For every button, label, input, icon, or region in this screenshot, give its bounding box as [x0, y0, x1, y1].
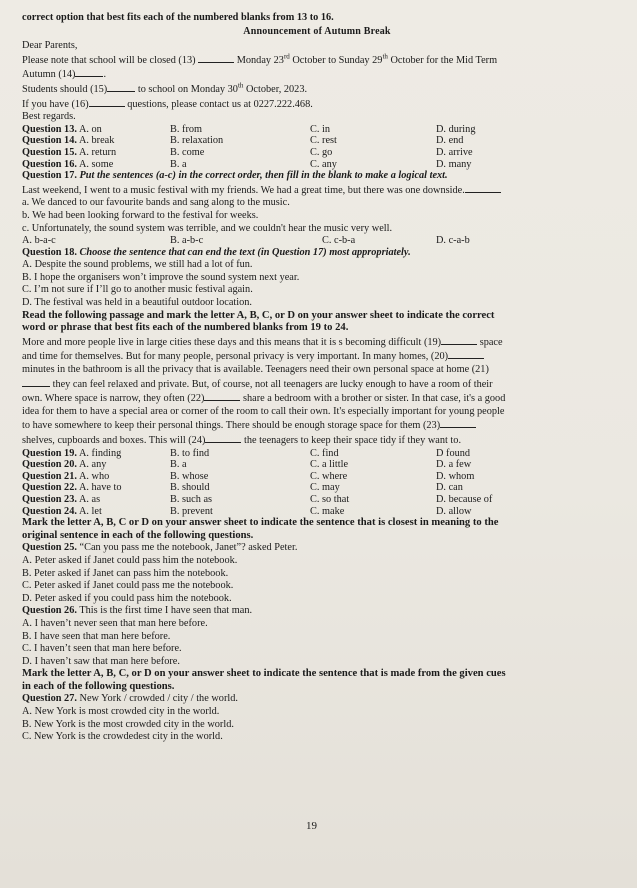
- greeting: Dear Parents,: [22, 40, 78, 52]
- options-13-16: [22, 124, 612, 170]
- notice-line-4: If you have (16) questions, please contact us at 0227.222.468.: [22, 98, 313, 110]
- q18-option-a: A. Despite the sound problems, we still had a lot of fun.: [22, 259, 253, 271]
- closest-meaning-instruction-2: original sentence in each of the following questions.: [22, 529, 254, 541]
- passage-line-2: and time for themselves. But for many people, personal privacy is very important. In many homes, (20): [22, 349, 612, 364]
- passage-line-5: own. Where space is narrow, they often (22) share a bedroom with a brother or sister. In that case, it's a good: [22, 393, 506, 405]
- blank-14: [75, 67, 103, 77]
- worksheet-content: [22, 12, 612, 744]
- q18-option-d: D. The festival was held in a beautiful outdoor location.: [22, 297, 253, 309]
- made-from-cues-instruction-2: in each of the following questions.: [22, 680, 175, 692]
- blank-13: [198, 53, 234, 63]
- notice-line-2: Autumn (14) .: [22, 69, 107, 81]
- q26-option-a: A. I haven’t never seen that man here before.: [22, 617, 208, 629]
- blank-17: [465, 183, 501, 193]
- passage-line-8: shelves, cupboards and boxes. This will (24) the teenagers to keep their space tidy if they want to.: [22, 435, 462, 446]
- question-23: Question 23. A. as B. such as C. so that D. because of: [22, 493, 493, 505]
- blank-22: [204, 391, 240, 401]
- q27-option-c: C. New York is the crowdedest city in the world.: [22, 731, 223, 743]
- blank-23: [440, 418, 476, 428]
- passage-instruction-1: Read the following passage and mark the letter A, B, C, or D on your answer sheet to indicate the correct: [22, 309, 495, 321]
- q25-option-c: C. Peter asked if Janet could pass me the notebook.: [22, 580, 234, 592]
- notice-line-1: Please note that school will be closed (13) Monday 23rd October to Sunday 29th October for the Mid Term: [22, 52, 498, 66]
- question-25-stem: Question 25. “Can you pass me the notebook, Janet”? asked Peter.: [22, 542, 298, 554]
- notice-line-3: Students should (15) to school on Monday 30th October, 2023.: [22, 81, 308, 95]
- q17-sentence-a: a. We danced to our favourite bands and sang along to the music.: [22, 197, 290, 209]
- question-27-stem: Question 27. New York / crowded / city / the world.: [22, 693, 238, 705]
- passage-line-4: they can feel relaxed and private. But, of course, not all teenagers are lucky enough to have a room of their: [22, 377, 612, 392]
- announcement-title: Announcement of Autumn Break: [243, 25, 391, 37]
- blank-16: [89, 97, 125, 107]
- question-18-instruction: Question 18. Choose the sentence that can end the text (in Question 17) most appropriately.: [22, 246, 411, 258]
- intro-instruction: correct option that best fits each of the numbered blanks from 13 to 16.: [22, 12, 334, 23]
- question-17-text: Last weekend, I went to a music festival with my friends. We had a great time, but there was one downside.: [22, 183, 612, 198]
- blank-20: [448, 349, 484, 359]
- blank-24: [205, 433, 241, 443]
- question-24: Question 24. A. let B. prevent C. make D. allow: [22, 505, 472, 517]
- closing: Best regards.: [22, 111, 76, 123]
- passage-line-1: More and more people live in large cities these days and this means that it is s becoming difficult (19) space: [22, 336, 503, 348]
- question-21: Question 21. A. who B. whose C. where D. whom: [22, 470, 475, 482]
- q17-sentence-c: c. Unfortunately, the sound system was terrible, and we couldn't hear the music very well.: [22, 222, 393, 234]
- blank-21: [22, 377, 50, 387]
- question-14: Question 14. A. break B. relaxation C. rest D. end: [22, 135, 464, 147]
- q26-option-b: B. I have seen that man here before.: [22, 630, 171, 642]
- q25-option-b: B. Peter asked if Janet can pass him the notebook.: [22, 567, 229, 579]
- q25-option-d: D. Peter asked if you could pass him the notebook.: [22, 592, 232, 604]
- question-19: Question 19. A. finding B. to find C. find D found: [22, 447, 471, 459]
- question-16: Question 16. A. some B. a C. any D. many: [22, 158, 472, 170]
- question-26-stem: Question 26. This is the first time I have seen that man.: [22, 605, 253, 617]
- q27-option-a: A. New York is most crowded city in the world.: [22, 706, 220, 718]
- question-17-options: A. b-a-c B. a-b-c C. c-b-a D. c-a-b: [22, 235, 470, 247]
- passage-line-7: to have somewhere to keep their personal things. There should be enough storage space for them (23): [22, 418, 612, 433]
- q17-sentence-b: b. We had been looking forward to the festival for weeks.: [22, 209, 259, 221]
- passage-line-6: idea for them to have a special area or corner of the room to call their own. It's especially important for young people: [22, 405, 505, 417]
- q18-option-c: C. I’m not sure if I’ll go to another music festival again.: [22, 284, 253, 296]
- options-19-24: [22, 448, 612, 518]
- q27-option-b: B. New York is the most crowded city in the world.: [22, 718, 234, 730]
- q18-option-b: B. I hope the organisers won’t improve the sound system next year.: [22, 271, 300, 283]
- question-20: Question 20. A. any B. a C. a little D. a few: [22, 459, 472, 471]
- question-22: Question 22. A. have to B. should C. may D. can: [22, 482, 463, 494]
- passage-line-3: minutes in the bathroom is all the privacy that is available. Teenagers need their own personal space at home (21): [22, 364, 489, 376]
- question-13: Question 13. A. on B. from C. in D. during: [22, 123, 476, 135]
- q26-option-c: C. I haven’t seen that man here before.: [22, 643, 182, 655]
- closest-meaning-instruction-1: Mark the letter A, B, C or D on your answer sheet to indicate the sentence that is closest in meaning to the: [22, 517, 499, 529]
- question-17-instruction: Question 17. Put the sentences (a-c) in the correct order, then fill in the blank to make a logical text.: [22, 170, 448, 182]
- blank-15: [107, 82, 135, 92]
- made-from-cues-instruction-1: Mark the letter A, B, C, or D on your answer sheet to indicate the sentence that is made from the given cues: [22, 668, 506, 680]
- blank-19: [441, 335, 477, 345]
- page-number: 19: [306, 820, 317, 832]
- passage-instruction-2: word or phrase that best fits each of the numbered blanks from 19 to 24.: [22, 322, 349, 334]
- question-15: Question 15. A. return B. come C. go D. arrive: [22, 146, 473, 158]
- q25-option-a: A. Peter asked if Janet could pass him the notebook.: [22, 554, 238, 566]
- q26-option-d: D. I haven’t saw that man here before.: [22, 655, 180, 667]
